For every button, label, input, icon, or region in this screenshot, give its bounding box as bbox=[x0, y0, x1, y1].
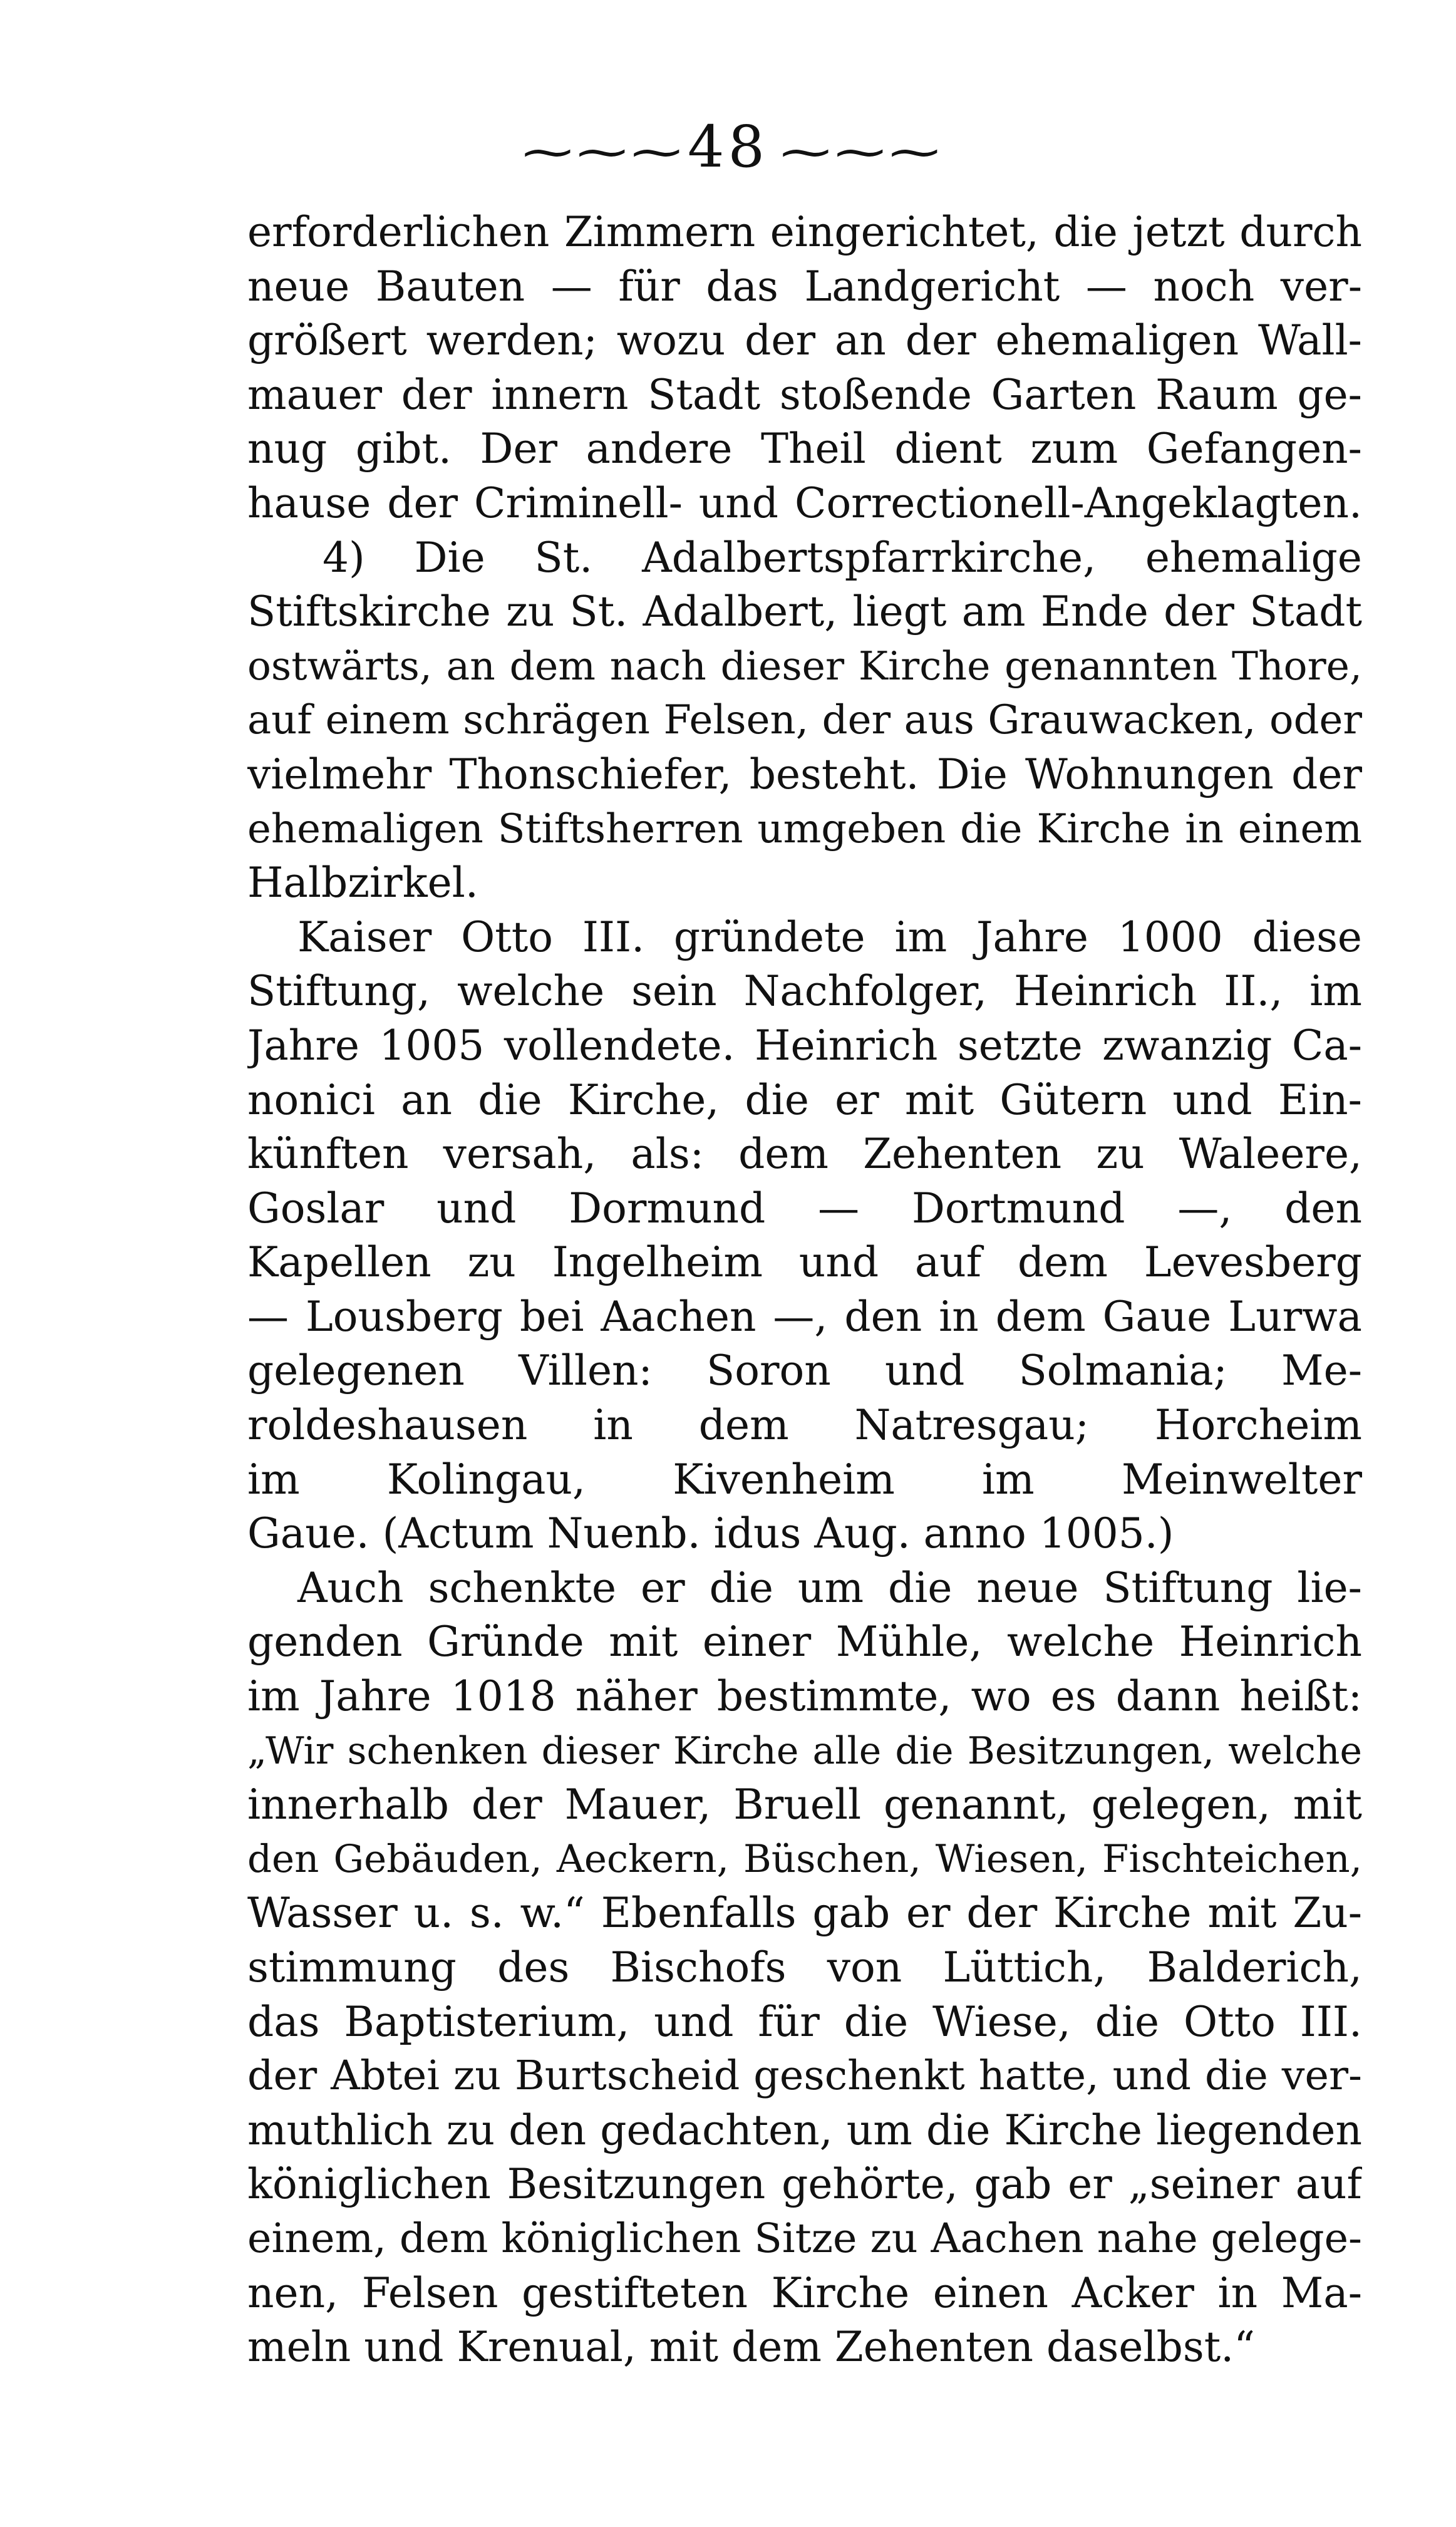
text-line: meln und Krenual, mit dem Zehenten daselbst.“ bbox=[247, 2323, 1255, 2372]
paragraph-start-line: Auch schenkte er die um die neue Stiftung lie- bbox=[297, 1563, 1362, 1612]
page-number-header bbox=[0, 113, 1456, 186]
text-line: größert werden; wozu der an der ehemaligen Wall- bbox=[247, 316, 1362, 365]
text-line: den Gebäuden, Aeckern, Büschen, Wiesen, Fischteichen, bbox=[247, 1836, 1362, 1881]
text-line: hause der Criminell- und Correctionell-Angeklagten. bbox=[247, 478, 1362, 527]
text-line: Kapellen zu Ingelheim und auf dem Levesberg bbox=[247, 1238, 1362, 1287]
body-text bbox=[247, 205, 1362, 2375]
text-line: künften versah, als: dem Zehenten zu Waleere, bbox=[247, 1130, 1362, 1179]
left-ornament: ~~~ bbox=[517, 125, 681, 178]
text-line: der Abtei zu Burtscheid geschenkt hatte, und die ver- bbox=[247, 2052, 1362, 2100]
text-line: im Kolingau, Kivenheim im Meinwelter bbox=[247, 1455, 1362, 1504]
text-line: Halbzirkel. bbox=[247, 859, 478, 907]
text-line: stimmung des Bischofs von Lüttich, Balderich, bbox=[247, 1943, 1362, 1992]
text-line: nonici an die Kirche, die er mit Gütern und Ein- bbox=[247, 1075, 1362, 1124]
page-number: 48 bbox=[687, 113, 769, 180]
text-line: Goslar und Dormund — Dortmund —, den bbox=[247, 1184, 1362, 1232]
text-line: erforderlichen Zimmern eingerichtet, die jetzt durch bbox=[247, 208, 1362, 256]
text-line: ostwärts, an dem nach dieser Kirche genannten Thore, bbox=[247, 643, 1362, 689]
text-line: im Jahre 1018 näher bestimmte, wo es dann heißt: bbox=[247, 1672, 1362, 1721]
text-line: roldeshausen in dem Natresgau; Horcheim bbox=[247, 1401, 1362, 1450]
text-line: genden Gründe mit einer Mühle, welche Heinrich bbox=[247, 1618, 1362, 1667]
right-ornament: ~~~ bbox=[775, 125, 939, 178]
paragraph-start-line: Kaiser Otto III. gründete im Jahre 1000 diese bbox=[297, 912, 1362, 961]
text-line: nug gibt. Der andere Theil dient zum Gefangen- bbox=[247, 425, 1362, 473]
text-line: Jahre 1005 vollendete. Heinrich setzte zwanzig Ca- bbox=[247, 1021, 1362, 1070]
text-line: — Lousberg bei Aachen —, den in dem Gaue Lurwa bbox=[247, 1292, 1362, 1341]
text-line: mauer der innern Stadt stoßende Garten Raum ge- bbox=[247, 370, 1362, 419]
text-line: einem, dem königlichen Sitze zu Aachen nahe gelege- bbox=[247, 2214, 1362, 2262]
text-line: innerhalb der Mauer, Bruell genannt, gelegen, mit bbox=[247, 1780, 1362, 1829]
text-line: „Wir schenken dieser Kirche alle die Besitzungen, welche bbox=[247, 1729, 1362, 1773]
text-line: vielmehr Thonschiefer, besteht. Die Wohnungen der bbox=[247, 750, 1362, 798]
text-line: Stiftung, welche sein Nachfolger, Heinrich II., im bbox=[247, 967, 1362, 1016]
text-line: neue Bauten — für das Landgericht — noch ver- bbox=[247, 262, 1362, 311]
text-line: Stiftskirche zu St. Adalbert, liegt am Ende der Stadt bbox=[247, 587, 1362, 636]
text-line: auf einem schrägen Felsen, der aus Grauwacken, oder bbox=[247, 697, 1362, 744]
text-line: muthlich zu den gedachten, um die Kirche liegenden bbox=[247, 2106, 1362, 2154]
text-line: gelegenen Villen: Soron und Solmania; Me- bbox=[247, 1346, 1362, 1395]
text-line: königlichen Besitzungen gehörte, gab er „seiner auf bbox=[247, 2160, 1362, 2209]
text-line: ehemaligen Stiftsherren umgeben die Kirche in einem bbox=[247, 805, 1362, 852]
text-line: nen, Felsen gestifteten Kirche einen Acker in Ma- bbox=[247, 2268, 1362, 2317]
text-line: Wasser u. s. w.“ Ebenfalls gab er der Kirche mit Zu- bbox=[247, 1889, 1362, 1938]
text-line: das Baptisterium, und für die Wiese, die Otto III. bbox=[247, 1997, 1362, 2046]
section-heading-line: 4) Die St. Adalbertspfarrkirche, ehemalige bbox=[323, 533, 1362, 582]
text-line: Gaue. (Actum Nuenb. idus Aug. anno 1005.) bbox=[247, 1509, 1174, 1558]
